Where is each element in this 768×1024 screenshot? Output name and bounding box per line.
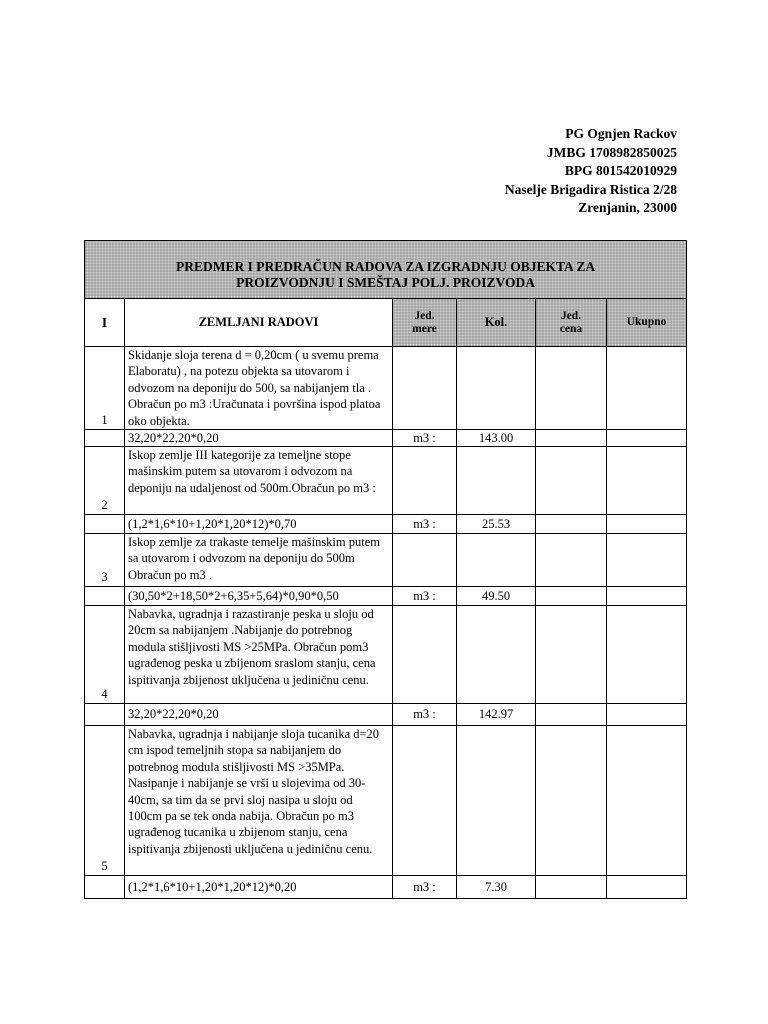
table-row <box>85 447 687 515</box>
col-unit-header <box>393 299 457 347</box>
item-description: Iskop zemlje III kategorije za temeljne stope mašinskim putem sa utovarom i odvozom na deponiju na udaljenost od 500m.Obračun po m3 : <box>125 447 393 515</box>
table-row <box>85 876 687 899</box>
item-description: Iskop zemlje za trakaste temelje mašinskim putem sa utovarom i odvozom na deponiju do 500m Obračun po m3 . <box>125 534 393 587</box>
table-row <box>85 606 687 704</box>
sender-bpg: BPG 801542010929 <box>564 163 677 178</box>
col-price-line-1: Jed. <box>560 309 582 322</box>
item-quantity: 25.53 <box>457 515 536 534</box>
item-quantity: 49.50 <box>457 587 536 606</box>
item-number: 2 <box>85 447 125 515</box>
table-title <box>85 241 687 299</box>
item-unit: m3 : <box>393 515 457 534</box>
item-description: Skidanje sloja terena d = 0,20cm ( u svemu prema Elaboratu) , na potezu objekta sa utovarom i odvozom na deponiju do 500, sa nabijanjem tla . Obračun po m3 :Uračunata i površina ispod platoa oko objekta. <box>125 347 393 430</box>
item-number: 3 <box>85 534 125 587</box>
sender-city: Zrenjanin, 23000 <box>578 200 677 215</box>
item-quantity: 143.00 <box>457 430 536 447</box>
table-row <box>85 587 687 606</box>
item-description: Nabavka, ugradnja i nabijanje sloja tucanika d=20 cm ispod temeljnih stopa sa nabijanjem do potrebnog modula stišljivosti MS >35MPa. Nasipanje i nabijanje se vrši u slojevima od 30-40cm, sa tim da se prvi sloj nasipa u sloju od 100cm pa se tek onda nabija. Obračun po m3 ugrađenog tucanika u zbijenom stanju, cena ispitivanja zbijenosti uključena u jediničnu cenu. <box>125 726 393 876</box>
sender-block <box>505 125 677 218</box>
sender-name: PG Ognjen Rackov <box>565 126 677 141</box>
table-row <box>85 534 687 587</box>
table-row <box>85 704 687 726</box>
bill-of-quantities-table <box>84 240 687 899</box>
item-number: 1 <box>85 347 125 430</box>
table-row <box>85 430 687 447</box>
section-title: ZEMLJANI RADOVI <box>125 299 393 347</box>
table-row <box>85 515 687 534</box>
col-unit-line-2: mere <box>412 322 437 335</box>
item-quantity: 7.30 <box>457 876 536 899</box>
column-header-row <box>85 299 687 347</box>
table-title-line-2: PROIZVODNJU I SMEŠTAJ POLJ. PROIZVODA <box>236 274 535 290</box>
sender-address: Naselje Brigadira Ristica 2/28 <box>504 181 677 197</box>
item-calculation: 32,20*22,20*0,20 <box>125 430 393 447</box>
col-total-header: Ukupno <box>607 299 687 347</box>
col-qty-header: Kol. <box>457 299 536 347</box>
table-row <box>85 726 687 876</box>
item-calculation: 32,20*22,20*0,20 <box>125 704 393 726</box>
col-price-line-2: cena <box>559 322 583 335</box>
section-number: I <box>85 299 125 347</box>
item-unit: m3 : <box>393 704 457 726</box>
item-unit: m3 : <box>393 876 457 899</box>
item-calculation: (1,2*1,6*10+1,20*1,20*12)*0,70 <box>125 515 393 534</box>
col-price-header <box>536 299 607 347</box>
item-description: Nabavka, ugradnja i razastiranje peska u sloju od 20cm sa nabijanjem .Nabijanje do potrebnog modula stišljivosti MS >25MPa. Obračun pom3 ugrađenog peska u zbijenom sraslom stanju, cena ispitivanja zbijenost uključena u jediničnu cenu. <box>125 606 393 704</box>
item-quantity: 142.97 <box>457 704 536 726</box>
table-row <box>85 347 687 430</box>
col-unit-line-1: Jed. <box>414 309 435 322</box>
item-number: 5 <box>85 726 125 876</box>
table-title-line-1: PREDMER I PREDRAČUN RADOVA ZA IZGRADNJU OBJEKTA ZA <box>175 258 596 274</box>
sender-jmbg: JMBG 1708982850025 <box>546 144 677 160</box>
item-unit: m3 : <box>393 587 457 606</box>
item-calculation: (1,2*1,6*10+1,20*1,20*12)*0,20 <box>125 876 393 899</box>
item-number: 4 <box>85 606 125 704</box>
item-unit: m3 : <box>393 430 457 447</box>
item-calculation: (30,50*2+18,50*2+6,35+5,64)*0,90*0,50 <box>125 587 393 606</box>
table-title-row <box>85 241 687 299</box>
